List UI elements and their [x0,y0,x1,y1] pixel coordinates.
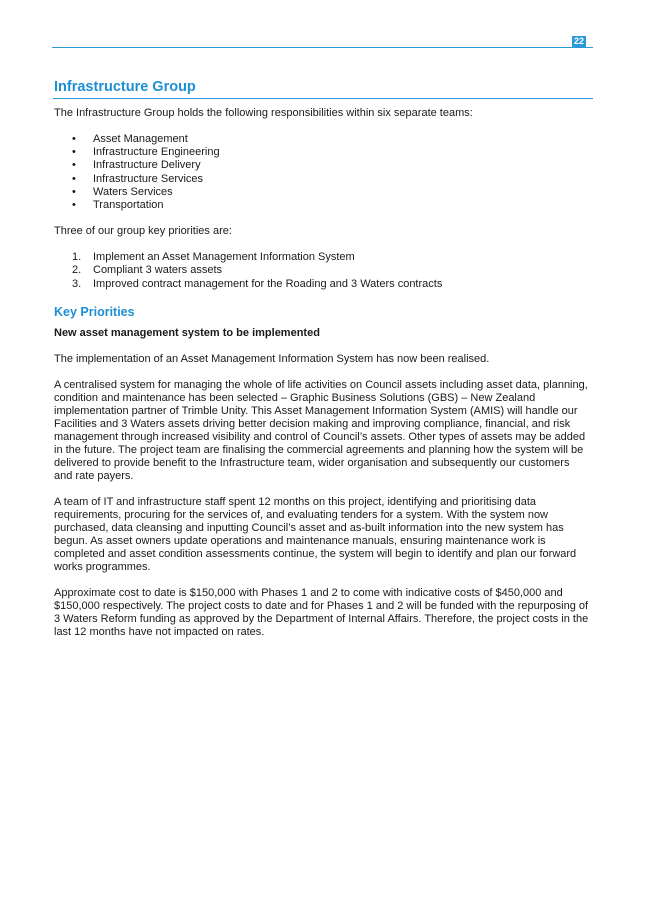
list-item: • Asset Management [72,133,188,145]
bullet-icon: • [72,199,76,212]
header-rule [52,47,593,48]
bullet-icon: • [72,159,76,172]
bullet-icon: • [72,146,76,159]
paragraph: The implementation of an Asset Management Information System has now been realised. [54,352,490,365]
list-item: • Waters Services [72,185,173,198]
bullet-icon: • [72,172,76,185]
title-rule [53,98,593,99]
page-number: 22 [573,36,584,46]
priority-heading: New asset management system to be implemented [54,326,320,339]
teams-list [54,133,590,212]
list-item: 3. Improved contract management for the Roading and 3 Waters contracts [72,277,443,290]
list-item: • Infrastructure Delivery [72,159,201,172]
bullet-icon: • [72,133,76,145]
list-item: 2. Compliant 3 waters assets [72,264,222,277]
section-intro: The Infrastructure Group holds the following responsibilities within six separate teams: [54,107,473,119]
list-item: • Transportation [72,199,164,212]
paragraph: A team of IT and infrastructure staff spent 12 months on this project, identifying and prioritising data requirements, procuring for the services of, and evaluating tenders for a system. With the system now purchased, data cleansing and inputting Council’s asset and as-built information into the new system has begun. As asset owners update operations and maintenance manuals, ensuring maintenance work is completed and asset condition assessments continue, the system will begin to identify and plan our forward works programmes. [54,495,577,573]
page-content [54,79,590,639]
paragraph: Approximate cost to date is $150,000 with Phases 1 and 2 to come with indicative costs of $450,000 and $150,000 respectively. The project costs to date and for Phases 1 and 2 will be funded with the repurposing of 3 Waters Reform funding as approved by the Department of Internal Affairs. Therefore, the project costs in the last 12 months have not impacted on rates. [54,586,589,638]
list-item: 1. Implement an Asset Management Information System [72,251,355,264]
priorities-intro: Three of our group key priorities are: [54,225,232,238]
paragraph: A centralised system for managing the whole of life activities on Council assets including asset data, planning, condition and maintenance has been selected – Graphic Business Solutions (GBS) – New Zealand implementation partner of Trimble Unity. This Asset Management Information System (AMIS) will handle our Facilities and 3 Waters assets driving better decision making and improving compliance, financial, and risk management through increased visibility and control of Council’s assets. Other types of assets may be added in the future. The project team are finalising the commercial agreements and planning how the system will be delivered to provide benefit to the Infrastructure team, wider organisation and subsequently our customers and rate payers. [54,378,588,482]
bullet-icon: • [72,185,76,198]
section-title: Infrastructure Group [54,79,196,95]
list-item: • Infrastructure Services [72,172,204,185]
key-priorities-title: Key Priorities [54,304,135,319]
list-item: • Infrastructure Engineering [72,146,220,159]
priorities-list [54,251,590,291]
